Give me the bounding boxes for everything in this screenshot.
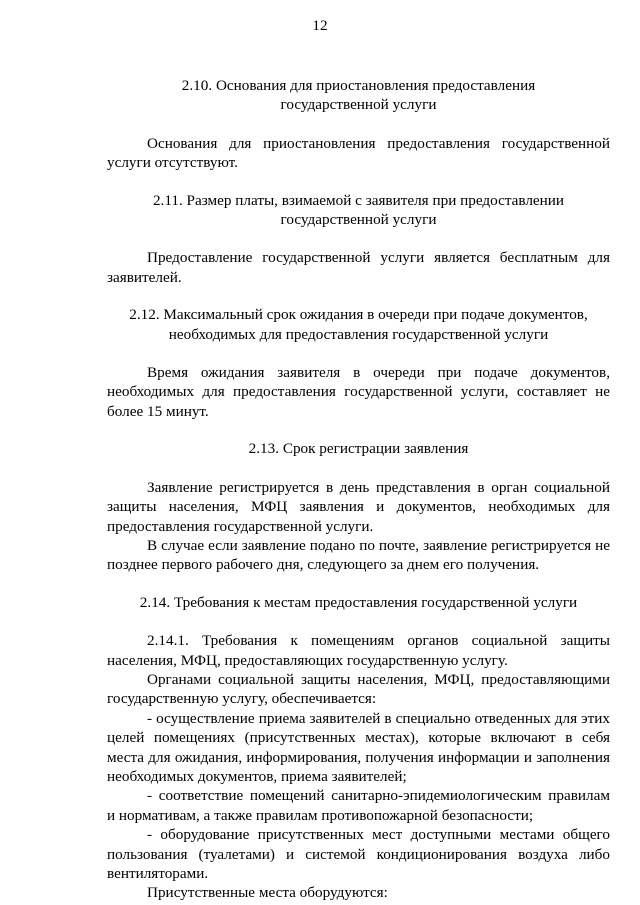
section-heading bbox=[107, 191, 610, 230]
heading-line: 2.14. Требования к местам предоставления государственной услуги bbox=[139, 593, 578, 611]
paragraph: Присутственные места оборудуются: bbox=[147, 884, 388, 902]
list-item: - соответствие помещений санитарно-эпидемиологическим правилам и нормативам, а также правилам противопожарной безопасности; bbox=[107, 787, 610, 824]
section-2-11 bbox=[107, 191, 610, 288]
paragraph: Предоставление государственной услуги является бесплатным для заявителей. bbox=[107, 249, 610, 286]
paragraph: Время ожидания заявителя в очереди при подаче документов, необходимых для предоставления государственной услуги, составляет не более 15 минут. bbox=[107, 364, 610, 420]
paragraph: В случае если заявление подано по почте, заявление регистрируется не позднее первого рабочего дня, следующего за днем его получения. bbox=[107, 536, 610, 574]
section-heading bbox=[107, 305, 610, 344]
section-heading bbox=[107, 76, 610, 115]
section-2-13 bbox=[107, 439, 610, 574]
section-2-12 bbox=[107, 305, 610, 421]
heading-line: 2.11. Размер платы, взимаемой с заявителя при предоставлении bbox=[152, 191, 565, 209]
heading-line: 2.12. Максимальный срок ожидания в очереди при подаче документов, bbox=[129, 306, 588, 324]
paragraph: Органами социальной защиты населения, МФЦ, предоставляющими государственную услугу, обеспечивается: bbox=[107, 670, 610, 708]
paragraph: 2.14.1. Требования к помещениям органов социальной защиты населения, МФЦ, предоставляющих государственную услугу. bbox=[107, 632, 610, 669]
page-number: 12 bbox=[312, 17, 328, 34]
paragraph: Заявление регистрируется в день представления в орган социальной защиты населения, МФЦ заявления и документов, необходимых для предоставления государственной услуги. bbox=[107, 478, 610, 535]
list-item: - оборудование присутственных мест доступными местами общего пользования (туалетами) и системой кондиционирования воздуха либо вентиляторами. bbox=[107, 826, 610, 882]
heading-line: необходимых для предоставления государственной услуги bbox=[168, 325, 549, 343]
section-heading bbox=[107, 439, 610, 458]
list-item: - осуществление приема заявителей в специально отведенных для этих целей помещениях (присутственных местах), которые включают в себя места для ожидания, информирования, получения информации и заполнения необходимых документов, приема заявителей; bbox=[107, 709, 610, 785]
heading-line: государственной услуги bbox=[280, 211, 437, 229]
section-heading bbox=[107, 593, 610, 612]
heading-line: 2.10. Основания для приостановления предоставления bbox=[181, 77, 536, 94]
heading-line: государственной услуги bbox=[280, 96, 437, 114]
heading-line: 2.13. Срок регистрации заявления bbox=[248, 440, 469, 458]
section-2-10 bbox=[107, 76, 610, 173]
section-2-14 bbox=[107, 593, 610, 903]
document-body bbox=[107, 76, 610, 903]
paragraph: Основания для приостановления предоставления государственной услуги отсутствуют. bbox=[107, 134, 610, 172]
